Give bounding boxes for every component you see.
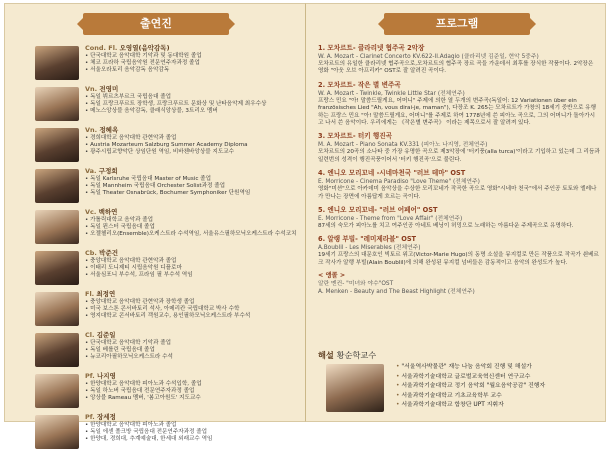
performer-bio-line: • 한양대학교 음악대학 피아노과 수석입학, 졸업 [85, 381, 202, 387]
commentator-bio-item: • 서울과학기술대학교 기초교육학부 교수 [396, 392, 600, 402]
performer-entry [35, 126, 297, 167]
performer-bio-line: • 광주시립교향악단 상임단원 역임, 비바첸바앙상블 지도교수 [85, 149, 235, 155]
program-page [305, 3, 606, 422]
performer-bio-line: • 독일 Karlsruhe 국립음대 Master of Music 졸업 [85, 176, 211, 182]
commentary-section [318, 349, 600, 417]
encore-piece-korean: 알란 멘컨- "미녀와 야수"OST [318, 281, 394, 288]
program-title: 3. 모차르트- 터키 행진곡 [318, 132, 393, 141]
performer-entry [35, 331, 297, 372]
performer-photo [35, 46, 79, 80]
performer-entry [35, 85, 297, 126]
commentator-bio-item: • 서울과학기술대학교 정기 음악회 "월요음악공감" 진행자 [396, 382, 600, 392]
performer-photo [35, 292, 79, 326]
performer-name: Va. 구정희 [85, 167, 118, 175]
performer-name: Cond. Fl. 오영열(음악감독) [85, 44, 170, 52]
program-list [318, 44, 600, 296]
program-composer: M. A. Mozart - Piano Sonata KV.331 (피아노 나지영, 전체연주) [318, 142, 488, 149]
program-item [318, 206, 600, 230]
program-description: 영화"미션"으로 아카데미 음악상을 수상한 모리꼬네가 작곡한 곡으로 영화"시네마 천국"에서 주인공 토토와 엘레나가 만나는 장면에 아름답게 흐르는 곡이다. [318, 186, 597, 200]
performer-bio-line: • 가톨릭대학교 음악과 졸업 [85, 217, 154, 223]
performer-entry [35, 208, 297, 249]
performer-bio-line: • 독일 에센 폴크방 국립음대 전문연주자과정 졸업 [85, 429, 208, 435]
encore-title: < 앵콜 > [318, 272, 346, 280]
performer-photo [35, 374, 79, 408]
performers-page [4, 3, 305, 442]
program-title: 4. 엔니오 모리꼬네 -시네마천국 "러브 테마" OST [318, 169, 466, 178]
performer-bio-line: • 독일 뮌스터 국립음대 졸업 [85, 224, 155, 230]
performer-photo [35, 128, 79, 162]
performer-bio-line: • 독일 Theater Osnabrück, Bochumer Symphoniker 단원역임 [85, 190, 251, 196]
program-composer: E. Morricone - Theme from "Love Affair" (전체연주) [318, 216, 463, 223]
commentator-bio-item: • "서울역사박물관" 재능 나눔 음악회 진행 및 해설가 [396, 363, 600, 373]
performer-bio-line: • 서울심포니 부수석, 프라임 필 부수석 역임 [85, 272, 193, 278]
program-item [318, 132, 600, 164]
performer-name: Vc. 백하연 [85, 208, 118, 216]
performer-name: Fl. 최정연 [85, 290, 116, 298]
performer-name: Vn. 전영미 [85, 85, 119, 93]
performer-photo [35, 333, 79, 367]
performer-photo [35, 210, 79, 244]
performer-bio-line: • 이태리 도니제티 시립음악원 디플로마 [85, 265, 182, 271]
commentator-bio-item: • 서울과학기술대학교 글로벌교육혁신센터 연구교수 [396, 373, 600, 383]
performer-bio-line: • Austria Mozarteum Salzburg Summer Academy Diploma [85, 142, 248, 148]
performer-bio-line: • 한양대, 경희대, 추계예술대, 한세대 외래교수 역임 [85, 436, 213, 442]
program-description: 프랑스 민요 "아! 말씀드릴게요, 어머니" 주제에 의한 열 두개의 변주곡(독일어: 12 Variationen über ein französisches Lied "Ah, vous dirai-je, maman"), 다장조 K. 265는 모차르트가 가창의 18세기 중반으로 유행하는 프랑스 민요 "아! 말씀드릴게요, 어머니"를 주제로 하여 1778년에 쓴 피아노 곡으로, 그의 어머니가 돌아가시고 나서 쓴 음악이다. 우리에게는 《작은별 변주곡》 이라는 제목으로서 잘 알려져 있다. [318, 97, 596, 127]
program-title: 5. 엔니오 모리꼬네- "러브 어페어" OST [318, 206, 438, 215]
performer-entry [35, 44, 297, 85]
performer-bio-line: • 단국대학교 음악대학 기악과 졸업 [85, 340, 172, 346]
performer-bio-line: • 서울오라토리 음악감독 음악감독 [85, 67, 170, 73]
performer-bio-line: • 독일 Mannheim 국립음대 Orchester Solist과정 졸업 [85, 183, 226, 189]
program-item [318, 81, 600, 128]
program-description: 모차르트의 20곡의 소나타 중 가장 유명한 곡으로 제3악장에 '터키풍(alla turca)'이라고 기입하고 있는데 그 리듬과 일련번의 성격이 행진곡풍이어서 '터키 행진곡'으로 불린다. [318, 149, 600, 163]
performer-bio-line: • 한양대학교 음악대학 피아노과 졸업 [85, 422, 177, 428]
commentator-photo [326, 364, 384, 412]
brochure-spread [4, 3, 606, 442]
performer-name: Pf. 나지영 [85, 372, 116, 380]
performer-entry [35, 372, 297, 413]
performer-bio-line: • 충앙대학교 음악대학 관현악과 장학생 졸업 [85, 299, 195, 305]
performer-bio-line: • 오젤첼리오(Ensemble)오케스트라 수석역임, 서울유스필하모닉오케스트라 수석코치 [85, 231, 297, 237]
performer-name: Cl. 김준일 [85, 331, 116, 339]
performer-bio-line: • 경희대학교 음악대학 관현악과 졸업 [85, 135, 177, 141]
performer-list [35, 44, 297, 454]
performer-bio-line: • 메노스앙상블 음악감독, 클래식앙상블, 3트리오 멤버 [85, 108, 218, 114]
program-title: 6. 알랭 부빌- "레미제라블" OST [318, 235, 417, 244]
program-title: 1. 모차르트- 클라리넷 협주곡 2악장 [318, 44, 425, 52]
program-composer: A.Boublil - Les Miserables (전체연주) [318, 245, 421, 252]
performer-bio-line: • 독일 뷔르츠부르크 국립음대 졸업 [85, 94, 172, 100]
performer-photo [35, 87, 79, 121]
commentator-bio [396, 363, 600, 411]
performer-photo [35, 415, 79, 449]
commentary-heading: 해설 황순학교수 [318, 350, 377, 360]
performers-banner: 출연진 [83, 13, 229, 35]
program-item [318, 235, 600, 267]
program-title: 2. 모차르트- 작은 별 변주곡 [318, 80, 401, 89]
performer-bio-line: • 단국대학교 음악대학 기악과 및 동대학원 졸업 [85, 53, 202, 59]
commentator-bio-item: • 서울과학기술대학교 합창단 UPT 지휘자 [396, 401, 600, 411]
program-description: 모차르트의 유일한 클라리넷 협주곡으로,모차르트의 협주곡 장르 곡들 가운데서 최후를 장식한 작품이다. 2악장은 영화 "아웃 오브 아프리카" OST로 잘 알려진 곡이다. [318, 61, 594, 75]
performer-bio-line: • 충앙대학교 음악대학 관현악과 졸업 [85, 258, 177, 264]
program-composer: E. Morricone - Cinema Paradiso "Love Theme" (전체연주) [318, 179, 480, 186]
program-composer: W. A. Mozart - Twinkle, Twinkle Little Star (전체연주) [318, 90, 465, 97]
performer-bio-line: • 독일 하노버 국립음대 전문연주자과정 졸업 [85, 388, 195, 394]
program-description: 19세기 프랑스의 대문호인 빅토르 위고(Victor-Marie Hugo)의 동명 소설을 뮤지컬로 만든 작품으로 작곡가 쇤베르크 작사가 알랭 부빌(Alain Boublil)에 의해 완성된 뮤지컬 넘버들은 감동적이고 음악의 완성도가 높다. [318, 252, 599, 266]
encore-piece-english: A. Menken - Beauty and The Beast Highlight (전체연주) [318, 289, 475, 296]
performer-bio-line: • 독일 베를린 국립음대 졸업 [85, 347, 155, 353]
performer-bio-line: • 뉴코리아필하모닉오케스트라 수석 [85, 354, 173, 360]
encore-block [318, 272, 600, 296]
performer-entry [35, 167, 297, 208]
performer-name: Pf. 장세정 [85, 413, 116, 421]
performer-bio-line: • 영지대학교 콘서바토리 객원교수, 용인필하모닉오케스트라 부수석 [85, 313, 251, 319]
performer-bio-line: • 앙상블 Rameau 멤버, '봄고아원도' 지도교수 [85, 395, 201, 401]
performer-bio-line: • 독일 프랑크푸르트 장학생, 프랑크푸르트 문화상 및 난타음악제 최우수상 [85, 101, 267, 107]
program-item [318, 169, 600, 201]
program-composer: W. A. Mozart - Clarinet Concerto KV.622-II.Adagio (클라리넷 김준일, 현악 5중주) [318, 54, 539, 60]
performer-entry [35, 290, 297, 331]
performer-photo [35, 169, 79, 203]
performer-photo [35, 251, 79, 285]
performer-entry [35, 413, 297, 454]
program-banner: 프로그램 [384, 13, 530, 35]
performer-bio-line: • 미국 보스톤 콘서바토리 석사, 아메리칸 국립대학교 박사 수학 [85, 306, 240, 312]
performer-name: Vn. 정혜옥 [85, 126, 119, 134]
performer-bio-line: • 체코 프라하 국립음악원 전문연주자과정 졸업 [85, 60, 200, 66]
performer-entry [35, 249, 297, 290]
performer-name: Cb. 박준건 [85, 249, 119, 257]
program-item [318, 44, 600, 76]
program-description: 87세의 숙모가 피아노를 치고 여주인공 아네트 베닝이 허밍으로 노래하는 아름다운 주제곡으로 유명하다. [318, 223, 574, 230]
